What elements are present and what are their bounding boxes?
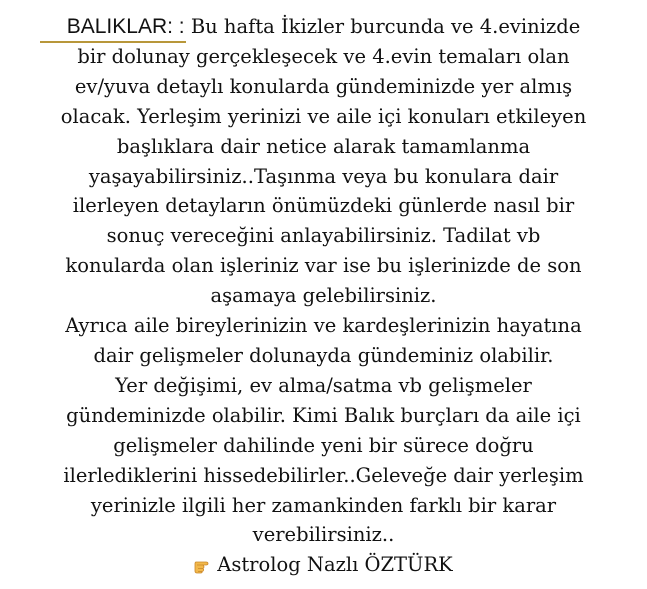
text-line: ilerlediklerini hissedebilirler..Geleveğe dair yerleşim <box>63 463 584 487</box>
signature-text: Astrolog Nazlı ÖZTÜRK <box>217 553 453 577</box>
text-line: Ayrıca aile bireylerinizin ve kardeşlerinizin hayatına <box>65 314 582 338</box>
text-line: yerinizle ilgili her zamankinden farklı bir karar <box>90 493 557 517</box>
text-line: dair gelişmeler dolunayda gündeminiz olabilir. <box>93 343 554 367</box>
text-line: olacak. Yerleşim yerinizi ve aile içi konuları etkileyen <box>60 104 587 128</box>
signature-row <box>10 550 637 580</box>
text-line: sonuç vereceğini anlayabilirsiniz. Tadilat vb <box>106 224 541 248</box>
text-line: ev/yuva detaylı konularda gündeminizde yer almış <box>74 74 573 98</box>
text-line: verebilirsiniz.. <box>252 523 395 547</box>
text-line: gündeminizde olabilir. Kimi Balık burçları da aile içi <box>66 403 581 427</box>
text-line: bir dolunay gerçekleşecek ve 4.evin temaları olan <box>77 44 570 68</box>
text-line: yaşayabilirsiniz..Taşınma veya bu konulara dair <box>88 164 559 188</box>
text-line: başlıklara dair netice alarak tamamlanma <box>116 134 531 158</box>
text-line: aşamaya gelebilirsiniz. <box>210 284 437 308</box>
heading-label: BALIKLAR: : <box>66 15 185 38</box>
text-line: ilerleyen detayların önümüzdeki günlerde nasıl bir <box>72 194 575 218</box>
first-line-text: Bu hafta İkizler burcunda ve 4.evinizde <box>184 15 581 38</box>
horoscope-text <box>10 12 637 580</box>
first-line <box>10 12 637 42</box>
text-line: Yer değişimi, ev alma/satma vb gelişmeler <box>115 373 532 397</box>
pointing-hand-icon <box>194 553 216 573</box>
text-line: konularda olan işleriniz var ise bu işlerinizde de son <box>65 254 582 278</box>
text-line: gelişmeler dahilinde yeni bir sürece doğru <box>113 433 534 457</box>
